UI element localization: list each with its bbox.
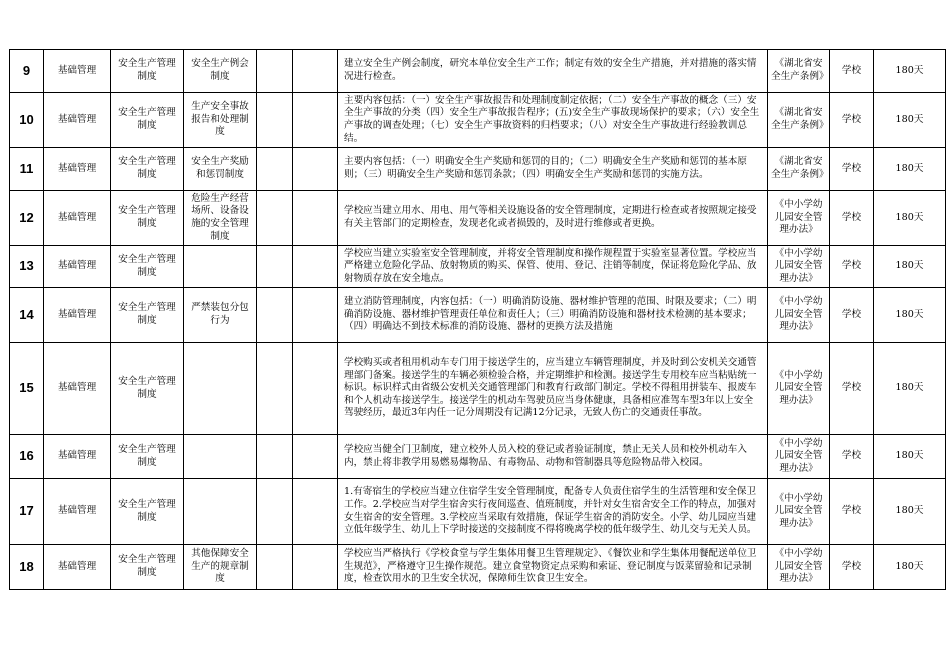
row-sub-item: 生产安全事故报告和处理制度 <box>184 93 257 148</box>
row-content: 建立安全生产例会制度，研究本单位安全生产工作；制定有效的安全生产措施，并对措施的落实情况进行检查。 <box>338 50 768 93</box>
row-blank-a <box>257 50 293 93</box>
row-content: 学校应当建立用水、用电、用气等相关设施设备的安全管理制度，定期进行检查或者按照规定接受有关主管部门的定期检查，发现老化或者损毁的，及时进行维修或者更换。 <box>338 191 768 246</box>
row-basis: 《中小学幼儿园安全管理办法》 <box>768 343 830 435</box>
row-subject: 学校 <box>830 148 874 191</box>
row-subject: 学校 <box>830 545 874 590</box>
row-subject: 学校 <box>830 93 874 148</box>
row-item: 安全生产管理制度 <box>111 50 184 93</box>
row-sub-item: 安全生产奖励和惩罚制度 <box>184 148 257 191</box>
row-blank-b <box>293 148 338 191</box>
table-row <box>10 479 946 545</box>
row-category: 基础管理 <box>44 288 111 343</box>
row-blank-b <box>293 435 338 479</box>
row-days: 180天 <box>874 343 946 435</box>
row-subject: 学校 <box>830 479 874 545</box>
row-basis: 《湖北省安全生产条例》 <box>768 148 830 191</box>
row-category: 基础管理 <box>44 148 111 191</box>
row-item: 安全生产管理制度 <box>111 343 184 435</box>
row-item: 安全生产管理制度 <box>111 479 184 545</box>
row-sub-item: 严禁装包分包行为 <box>184 288 257 343</box>
regulation-table <box>9 49 946 590</box>
row-days: 180天 <box>874 191 946 246</box>
row-sub-item <box>184 435 257 479</box>
row-number: 15 <box>10 343 44 435</box>
table-row <box>10 148 946 191</box>
row-days: 180天 <box>874 50 946 93</box>
row-content: 学校购买或者租用机动车专门用于接送学生的，应当建立车辆管理制度，并及时到公安机关交通管理部门备案。接送学生的车辆必须检验合格，并定期维护和检测。接送学生专用校车应当粘贴统一标识。标识样式由省级公安机关交通管理部门和教育行政部门制定。学校不得租用拼装车、报废车和个人机动车接送学生。接送学生的机动车驾驶员应当身体健康，具备相应准驾车型3年以上安全驾驶经历，最近3年内任一记分周期没有记满12分记录，无致人伤亡的交通责任事故。 <box>338 343 768 435</box>
row-sub-item: 安全生产例会制度 <box>184 50 257 93</box>
row-category: 基础管理 <box>44 50 111 93</box>
row-blank-b <box>293 191 338 246</box>
row-blank-a <box>257 343 293 435</box>
row-content: 主要内容包括：（一）安全生产事故报告和处理制度制定依据；（二）安全生产事故的概念（三）安全生产事故的分类（四）安全生产事故报告程序；(五)安全生产事故现场保护的要求；（六）安全生产事故的调查处理；（七）安全生产事故资料的归档要求；（八）对安全生产事故进行经验教训总结。 <box>338 93 768 148</box>
row-blank-a <box>257 93 293 148</box>
row-number: 17 <box>10 479 44 545</box>
row-subject: 学校 <box>830 343 874 435</box>
row-days: 180天 <box>874 545 946 590</box>
row-item: 安全生产管理制度 <box>111 191 184 246</box>
row-item: 安全生产管理制度 <box>111 93 184 148</box>
row-number: 16 <box>10 435 44 479</box>
row-category: 基础管理 <box>44 545 111 590</box>
row-content: 学校应当建立实验室安全管理制度，并将安全管理制度和操作规程置于实验室显著位置。学校应当严格建立危险化学品、放射物质的购买、保管、使用、登记、注销等制度，保证将危险化学品、放射物质存放在安全地点。 <box>338 246 768 288</box>
row-blank-b <box>293 50 338 93</box>
row-category: 基础管理 <box>44 435 111 479</box>
row-blank-a <box>257 148 293 191</box>
row-basis: 《中小学幼儿园安全管理办法》 <box>768 435 830 479</box>
row-item: 安全生产管理制度 <box>111 288 184 343</box>
table-row <box>10 93 946 148</box>
row-content: 1.有寄宿生的学校应当建立住宿学生安全管理制度，配备专人负责住宿学生的生活管理和安全保卫工作。2.学校应当对学生宿舍实行夜间巡查、值班制度，并针对女生宿舍安全工作的特点，加强对女生宿舍的安全管理。3.学校应当采取有效措施，保证学生宿舍的消防安全。小学、幼儿园应当建立低年级学生、幼儿上下学时接送的交接制度不得将晚离学校的低年级学生、幼儿交与无关人员。 <box>338 479 768 545</box>
row-number: 9 <box>10 50 44 93</box>
row-basis: 《中小学幼儿园安全管理办法》 <box>768 191 830 246</box>
row-subject: 学校 <box>830 50 874 93</box>
row-basis: 《中小学幼儿园安全管理办法》 <box>768 479 830 545</box>
row-item: 安全生产管理制度 <box>111 435 184 479</box>
row-number: 11 <box>10 148 44 191</box>
row-sub-item: 其他保障安全生产的规章制度 <box>184 545 257 590</box>
row-days: 180天 <box>874 288 946 343</box>
row-content: 学校应当严格执行《学校食堂与学生集体用餐卫生管理规定》、《餐饮业和学生集体用餐配送单位卫生规范》，严格遵守卫生操作规范。建立食堂物资定点采购和索证、登记制度与饭菜留验和记录制度，检查饮用水的卫生安全状况，保障师生饮食卫生安全。 <box>338 545 768 590</box>
row-blank-a <box>257 545 293 590</box>
row-basis: 《湖北省安全生产条例》 <box>768 93 830 148</box>
row-days: 180天 <box>874 435 946 479</box>
row-content: 学校应当健全门卫制度，建立校外人员入校的登记或者验证制度，禁止无关人员和校外机动车入内，禁止将非教学用易燃易爆物品、有毒物品、动物和管制器具等危险物品带入校园。 <box>338 435 768 479</box>
row-category: 基础管理 <box>44 246 111 288</box>
row-number: 14 <box>10 288 44 343</box>
row-sub-item: 危险生产经营场所、设备设施的安全管理制度 <box>184 191 257 246</box>
table-row <box>10 191 946 246</box>
row-basis: 《湖北省安全生产条例》 <box>768 50 830 93</box>
table-row <box>10 50 946 93</box>
row-content: 建立消防管理制度，内容包括：（一）明确消防设施、器材维护管理的范围、时限及要求；（二）明确消防设施、器材维护管理责任单位和责任人；（三）明确消防设施和器材技术检测的基本要求；（四）明确达不到技术标准的消防设施、器材的更换方法及措施 <box>338 288 768 343</box>
table-body <box>10 50 946 590</box>
row-subject: 学校 <box>830 288 874 343</box>
row-item: 安全生产管理制度 <box>111 545 184 590</box>
row-sub-item <box>184 479 257 545</box>
row-category: 基础管理 <box>44 93 111 148</box>
row-blank-a <box>257 479 293 545</box>
row-content: 主要内容包括：（一）明确安全生产奖励和惩罚的目的；（二）明确安全生产奖励和惩罚的基本原则；（三）明确安全生产奖励和惩罚条款；（四）明确安全生产奖励和惩罚的实施方法。 <box>338 148 768 191</box>
row-days: 180天 <box>874 148 946 191</box>
row-subject: 学校 <box>830 246 874 288</box>
row-category: 基础管理 <box>44 343 111 435</box>
table-row <box>10 435 946 479</box>
table-row <box>10 246 946 288</box>
row-blank-b <box>293 343 338 435</box>
row-number: 12 <box>10 191 44 246</box>
row-subject: 学校 <box>830 191 874 246</box>
row-category: 基础管理 <box>44 191 111 246</box>
row-blank-b <box>293 246 338 288</box>
row-blank-a <box>257 288 293 343</box>
row-blank-b <box>293 93 338 148</box>
table-row <box>10 288 946 343</box>
row-blank-a <box>257 246 293 288</box>
row-number: 18 <box>10 545 44 590</box>
row-basis: 《中小学幼儿园安全管理办法》 <box>768 288 830 343</box>
row-subject: 学校 <box>830 435 874 479</box>
table-row <box>10 343 946 435</box>
row-number: 10 <box>10 93 44 148</box>
row-days: 180天 <box>874 93 946 148</box>
table-row <box>10 545 946 590</box>
row-sub-item <box>184 246 257 288</box>
row-blank-b <box>293 479 338 545</box>
row-days: 180天 <box>874 246 946 288</box>
row-basis: 《中小学幼儿园安全管理办法》 <box>768 246 830 288</box>
row-item: 安全生产管理制度 <box>111 148 184 191</box>
row-category: 基础管理 <box>44 479 111 545</box>
row-days: 180天 <box>874 479 946 545</box>
row-blank-a <box>257 435 293 479</box>
row-number: 13 <box>10 246 44 288</box>
row-item: 安全生产管理制度 <box>111 246 184 288</box>
row-blank-a <box>257 191 293 246</box>
row-sub-item <box>184 343 257 435</box>
row-basis: 《中小学幼儿园安全管理办法》 <box>768 545 830 590</box>
row-blank-b <box>293 545 338 590</box>
row-blank-b <box>293 288 338 343</box>
